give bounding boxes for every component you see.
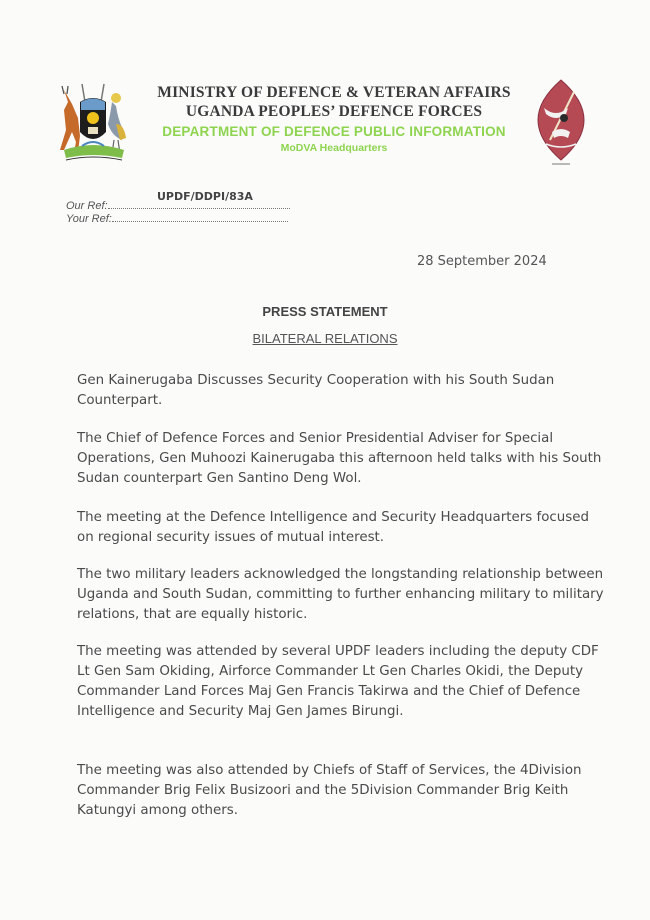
your-ref-dotted-line	[112, 212, 288, 222]
force-heading: UGANDA PEOPLES’ DEFENCE FORCES	[185, 103, 483, 120]
paragraph-other-attendees: The meeting was also attended by Chiefs of Staff of Services, the 4Division Commander Brig Felix Busizoori and the 5Division Commander Brig Keith Katungyi among others.	[77, 763, 582, 818]
statement-subtitle-text: BILATERAL RELATIONS	[252, 331, 398, 346]
statement-title: PRESS STATEMENT	[262, 304, 388, 319]
paragraph-attendees: The meeting was attended by several UPDF leaders including the deputy CDF Lt Gen Sam Okiding, Airforce Commander Lt Gen Charles Okidi, the Deputy Commander Land Forces Maj Gen Francis Takirwa and the Chief of Defence Intelligence and Security Maj Gen James Birungi.	[77, 644, 599, 719]
paragraph-headline: Gen Kainerugaba Discusses Security Cooperation with his South Sudan Counterpart.	[77, 373, 555, 408]
statement-date: 28 September 2024	[417, 254, 547, 269]
paragraph-relationship: The two military leaders acknowledged the longstanding relationship between Uganda and South Sudan, committing to further enhancing military to military relations, that are equally historic.	[77, 567, 604, 622]
uganda-coat-of-arms-icon	[52, 80, 134, 166]
your-ref-row	[66, 212, 288, 225]
statement-subtitle	[0, 331, 650, 346]
your-ref-label: Your Ref:	[66, 213, 112, 225]
our-ref-label: Our Ref:	[66, 200, 108, 212]
updf-shield-crest-icon	[536, 78, 586, 168]
paragraph-meeting-focus: The meeting at the Defence Intelligence and Security Headquarters focused on regional security issues of mutual interest.	[77, 510, 589, 545]
our-ref-value: UPDF/DDPI/83A	[157, 190, 253, 203]
department-heading: DEPARTMENT OF DEFENCE PUBLIC INFORMATION	[162, 124, 506, 139]
location-heading: MoDVA Headquarters	[280, 142, 388, 154]
paragraph-talks: The Chief of Defence Forces and Senior Presidential Adviser for Special Operations, Gen Muhoozi Kainerugaba this afternoon held talks with his South Sudan counterpart Gen Santino Deng Wol.	[77, 431, 602, 486]
ministry-heading: MINISTRY OF DEFENCE & VETERAN AFFAIRS	[157, 84, 511, 101]
